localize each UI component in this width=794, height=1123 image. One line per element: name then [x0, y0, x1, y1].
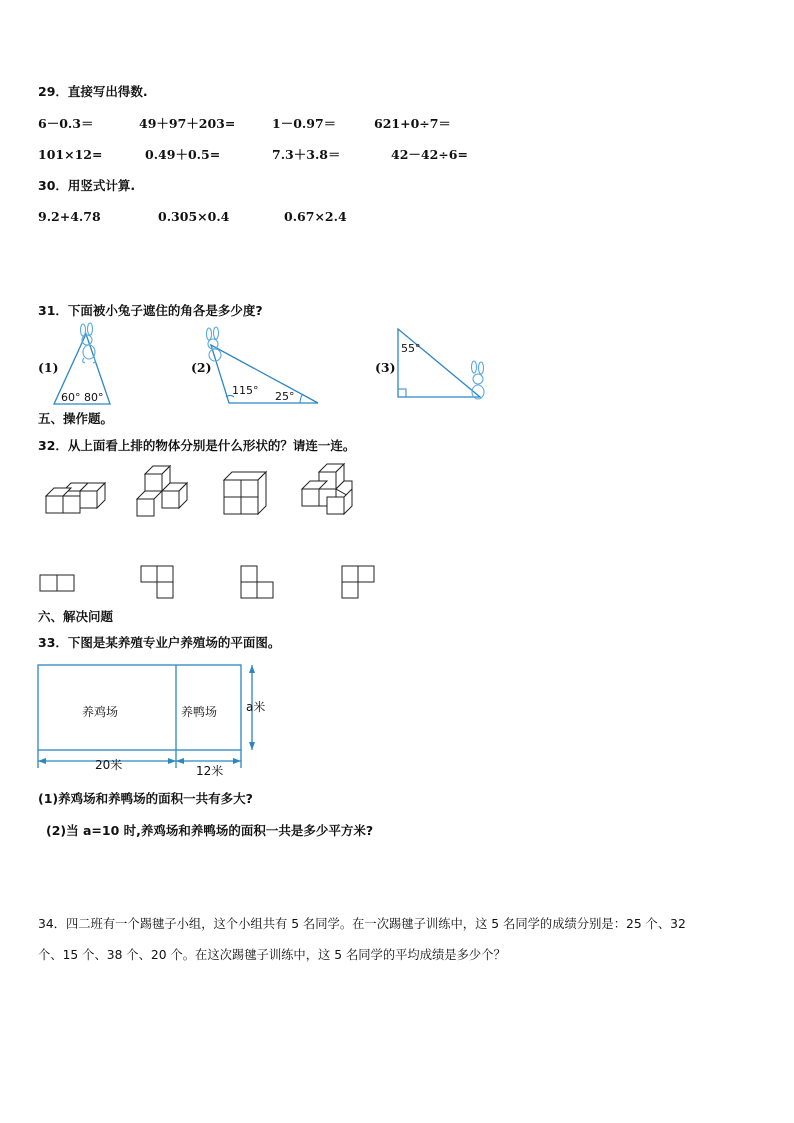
- q30-item-3: 0.67×2.4: [284, 209, 347, 224]
- section-five-heading: 五、操作题。: [38, 411, 114, 426]
- width-label-1: 20米: [95, 758, 123, 772]
- q30-item-1: 9.2+4.78: [38, 209, 101, 224]
- q34-line-2: 个、15 个、38 个、20 个。在这次踢毽子训练中，这 5 名同学的平均成绩是多少个？: [38, 948, 506, 962]
- q29-r2-c3: 7.3＋3.8＝: [272, 147, 341, 162]
- q29-r2-c1: 101×12=: [38, 147, 103, 162]
- height-label: a米: [246, 700, 266, 714]
- fig1-angle-right: 80°: [84, 391, 104, 404]
- q30-item-2: 0.305×0.4: [158, 209, 230, 224]
- q31-label-3: (3): [375, 360, 396, 375]
- q31-label-1: (1): [38, 360, 59, 375]
- duck-farm-label: 养鸭场: [181, 705, 218, 719]
- fig1-angle-left: 60°: [61, 391, 81, 404]
- fig3-angle-top: 55°: [401, 342, 421, 355]
- fig2-angle-obtuse: 115°: [232, 384, 259, 397]
- q31-label-2: (2): [191, 360, 212, 375]
- q29-r1-c1: 6－0.3＝: [38, 116, 94, 131]
- width-label-2: 12米: [196, 764, 224, 778]
- q32-title: 32．从上面看上排的物体分别是什么形状的？请连一连。: [38, 438, 356, 453]
- q29-title: 29．直接写出得数.: [38, 84, 148, 99]
- q29-r1-c2: 49＋97＋203=: [139, 116, 236, 131]
- q30-title: 30．用竖式计算.: [38, 178, 136, 193]
- q33-subquestion-1: (1)养鸡场和养鸭场的面积一共有多大?: [38, 791, 253, 806]
- q29-r2-c4: 42－42÷6=: [391, 147, 468, 162]
- chicken-farm-label: 养鸡场: [82, 705, 119, 719]
- q31-title: 31．下面被小兔子遮住的角各是多少度?: [38, 303, 263, 318]
- fig2-angle-acute: 25°: [275, 390, 295, 403]
- q29-r2-c2: 0.49＋0.5=: [145, 147, 221, 162]
- q29-r1-c4: 621+0÷7＝: [374, 116, 451, 131]
- section-six-heading: 六、解决问题: [38, 609, 114, 624]
- q29-r1-c3: 1－0.97＝: [272, 116, 337, 131]
- q33-subquestion-2: (2)当 a=10 时,养鸡场和养鸭场的面积一共是多少平方米?: [46, 823, 374, 838]
- q33-title: 33．下图是某养殖专业户养殖场的平面图。: [38, 635, 281, 650]
- q34-line-1: 34．四二班有一个踢毽子小组，这个小组共有 5 名同学。在一次踢毽子训练中，这 5 名同学的成绩分别是：25 个、32: [38, 917, 686, 931]
